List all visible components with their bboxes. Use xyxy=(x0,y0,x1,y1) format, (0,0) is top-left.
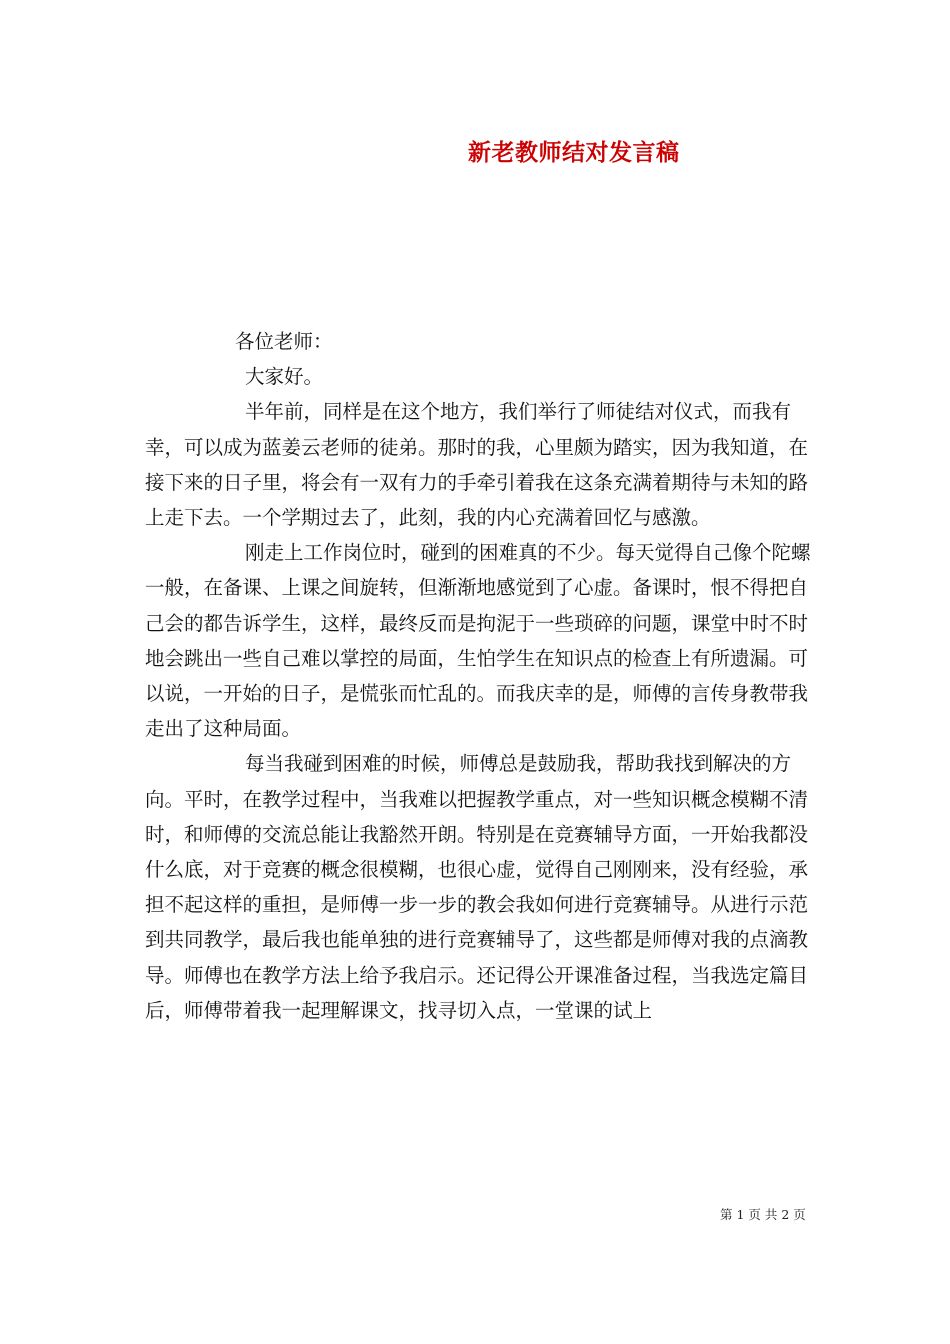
paragraph: 刚走上工作岗位时，碰到的困难真的不少。每天觉得自己像个陀螺一般，在备课、上课之间旋转，但渐渐地感觉到了心虚。备课时，恨不得把自己会的都告诉学生，这样，最终反而是拘泥于一些琐碎的问题，课堂中时不时地会跳出一些自己难以掌控的局面，生怕学生在知识点的检查上有所遗漏。可以说，一开始的日子，是慌张而忙乱的。而我庆幸的是，师傅的言传身教带我走出了这种局面。 xyxy=(145,541,811,741)
document-body xyxy=(145,324,825,1028)
document-title: 新老教师结对发言稿 xyxy=(468,139,680,166)
paragraph: 每当我碰到困难的时候，师傅总是鼓励我，帮助我找到解决的方向。平时，在教学过程中，当我难以把握教学重点，对一些知识概念模糊不清时，和师傅的交流总能让我豁然开朗。特别是在竞赛辅导方面，一开始我都没什么底，对于竞赛的概念很模糊，也很心虚，觉得自己刚刚来，没有经验，承担不起这样的重担，是师傅一步一步的教会我如何进行竞赛辅导。从进行示范到共同教学，最后我也能单独的进行竞赛辅导了，这些都是师傅对我的点滴教导。师傅也在教学方法上给予我启示。还记得公开课准备过程，当我选定篇目后，师傅带着我一起理解课文，找寻切入点，一堂课的试上 xyxy=(145,752,809,1022)
page-number: 第 1 页 共 2 页 xyxy=(720,1207,806,1222)
greeting: 大家好。 xyxy=(245,365,324,389)
paragraph: 半年前，同样是在这个地方，我们举行了师徒结对仪式，而我有幸，可以成为蓝姜云老师的徒弟。那时的我，心里颇为踏实，因为我知道，在接下来的日子里，将会有一双有力的手牵引着我在这条充满着期待与未知的路上走下去。一个学期过去了，此刻，我的内心充满着回忆与感激。 xyxy=(145,400,809,530)
salutation: 各位老师： xyxy=(235,330,333,353)
